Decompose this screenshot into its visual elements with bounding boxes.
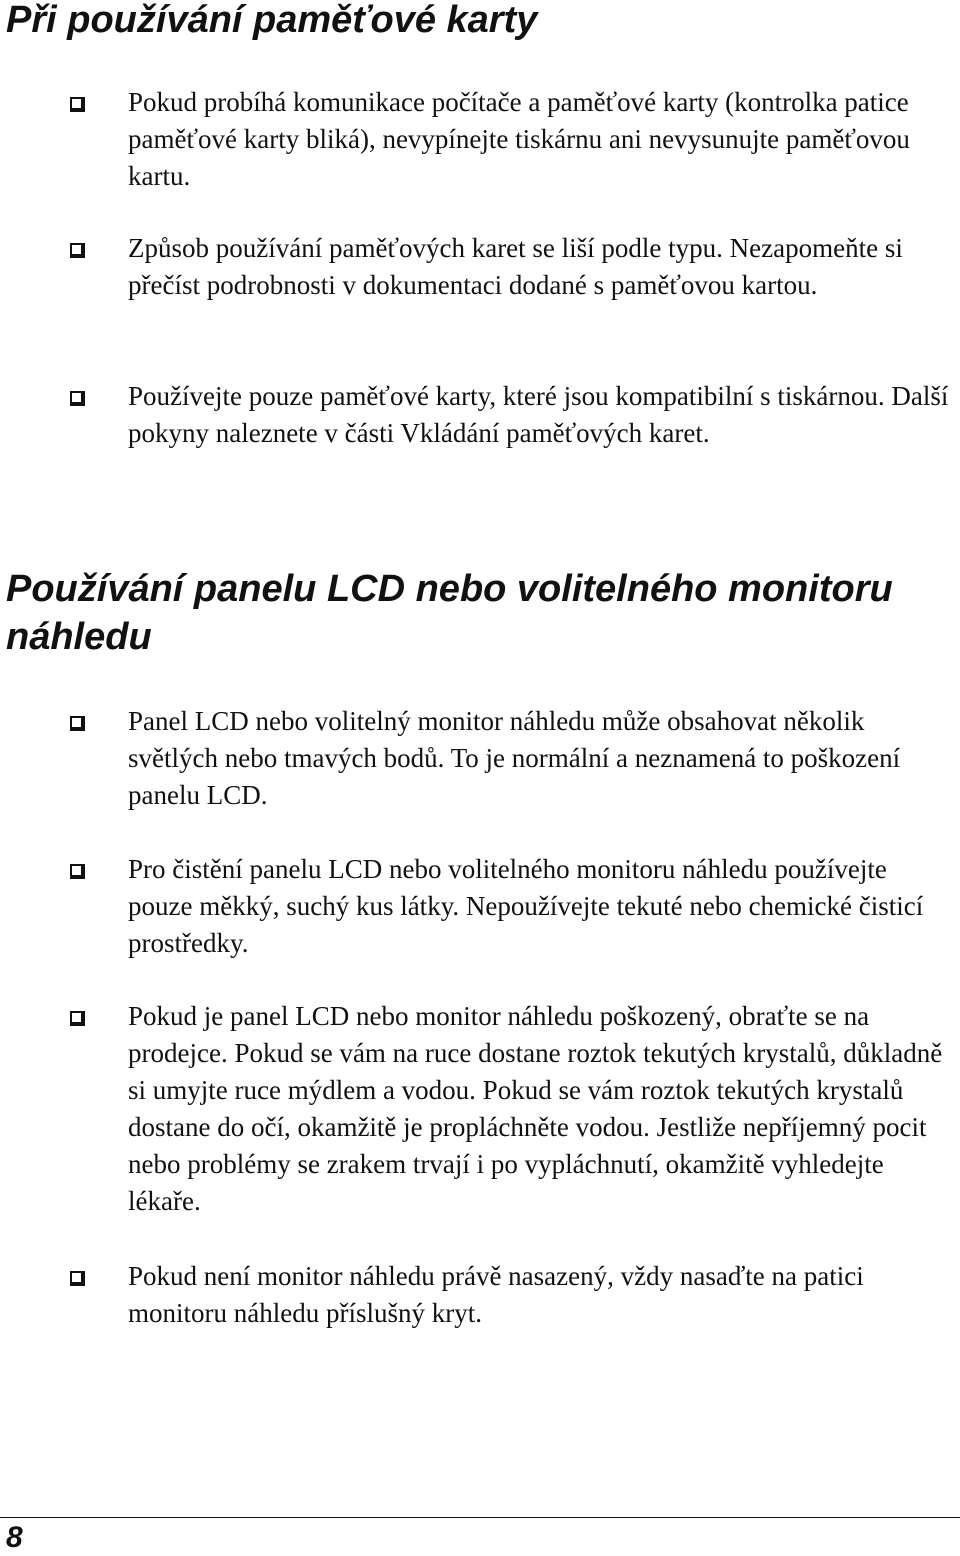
list-item-text: Pro čistění panelu LCD nebo volitelného monitoru náhledu používejte pouze měkký, suchý kus látky. Nepoužívejte tekuté nebo chemické čisticí prostředky. [128, 854, 924, 958]
checkbox-bullet-icon [70, 1011, 85, 1026]
section-title-memory-card: Při používání paměťové karty [6, 0, 538, 41]
list-item-text: Pokud je panel LCD nebo monitor náhledu poškozený, obraťte se na prodejce. Pokud se vám na ruce dostane roztok tekutých krystalů, důkladně si umyjte ruce mýdlem a vodou. Pokud se vám roztok tekutých krystalů dostane do očí, okamžitě je propláchněte vodou. Jestliže nepříjemný pocit nebo problémy se zrakem trvají i po vypláchnutí, okamžitě vyhledejte lékaře. [128, 1001, 943, 1216]
checkbox-bullet-icon [70, 97, 85, 112]
checkbox-bullet-icon [70, 716, 85, 731]
checkbox-bullet-icon [70, 391, 85, 406]
checkbox-bullet-icon [70, 864, 85, 879]
list-item-text: Používejte pouze paměťové karty, které jsou kompatibilní s tiskárnou. Další pokyny naleznete v části Vkládání paměťových karet. [128, 381, 949, 448]
footer-divider [0, 1517, 960, 1518]
list-item-text: Panel LCD nebo volitelný monitor náhledu může obsahovat několik světlých nebo tmavých bodů. To je normální a neznamená to poškození panelu LCD. [128, 706, 901, 810]
list-item-text: Způsob používání paměťových karet se liší podle typu. Nezapomeňte si přečíst podrobnosti v dokumentaci dodané s paměťovou kartou. [128, 233, 903, 300]
checkbox-bullet-icon [70, 1271, 85, 1286]
list-item-text: Pokud není monitor náhledu právě nasazený, vždy nasaďte na patici monitoru náhledu příslušný kryt. [128, 1261, 864, 1328]
section-title-lcd-panel: Používání panelu LCD nebo volitelného monitoru náhledu [6, 568, 893, 658]
list-item-text: Pokud probíhá komunikace počítače a paměťové karty (kontrolka patice paměťové karty bliká), nevypínejte tiskárnu ani nevysunujte paměťovou kartu. [128, 87, 910, 191]
checkbox-bullet-icon [70, 243, 85, 258]
page-number: 8 [6, 1521, 23, 1554]
